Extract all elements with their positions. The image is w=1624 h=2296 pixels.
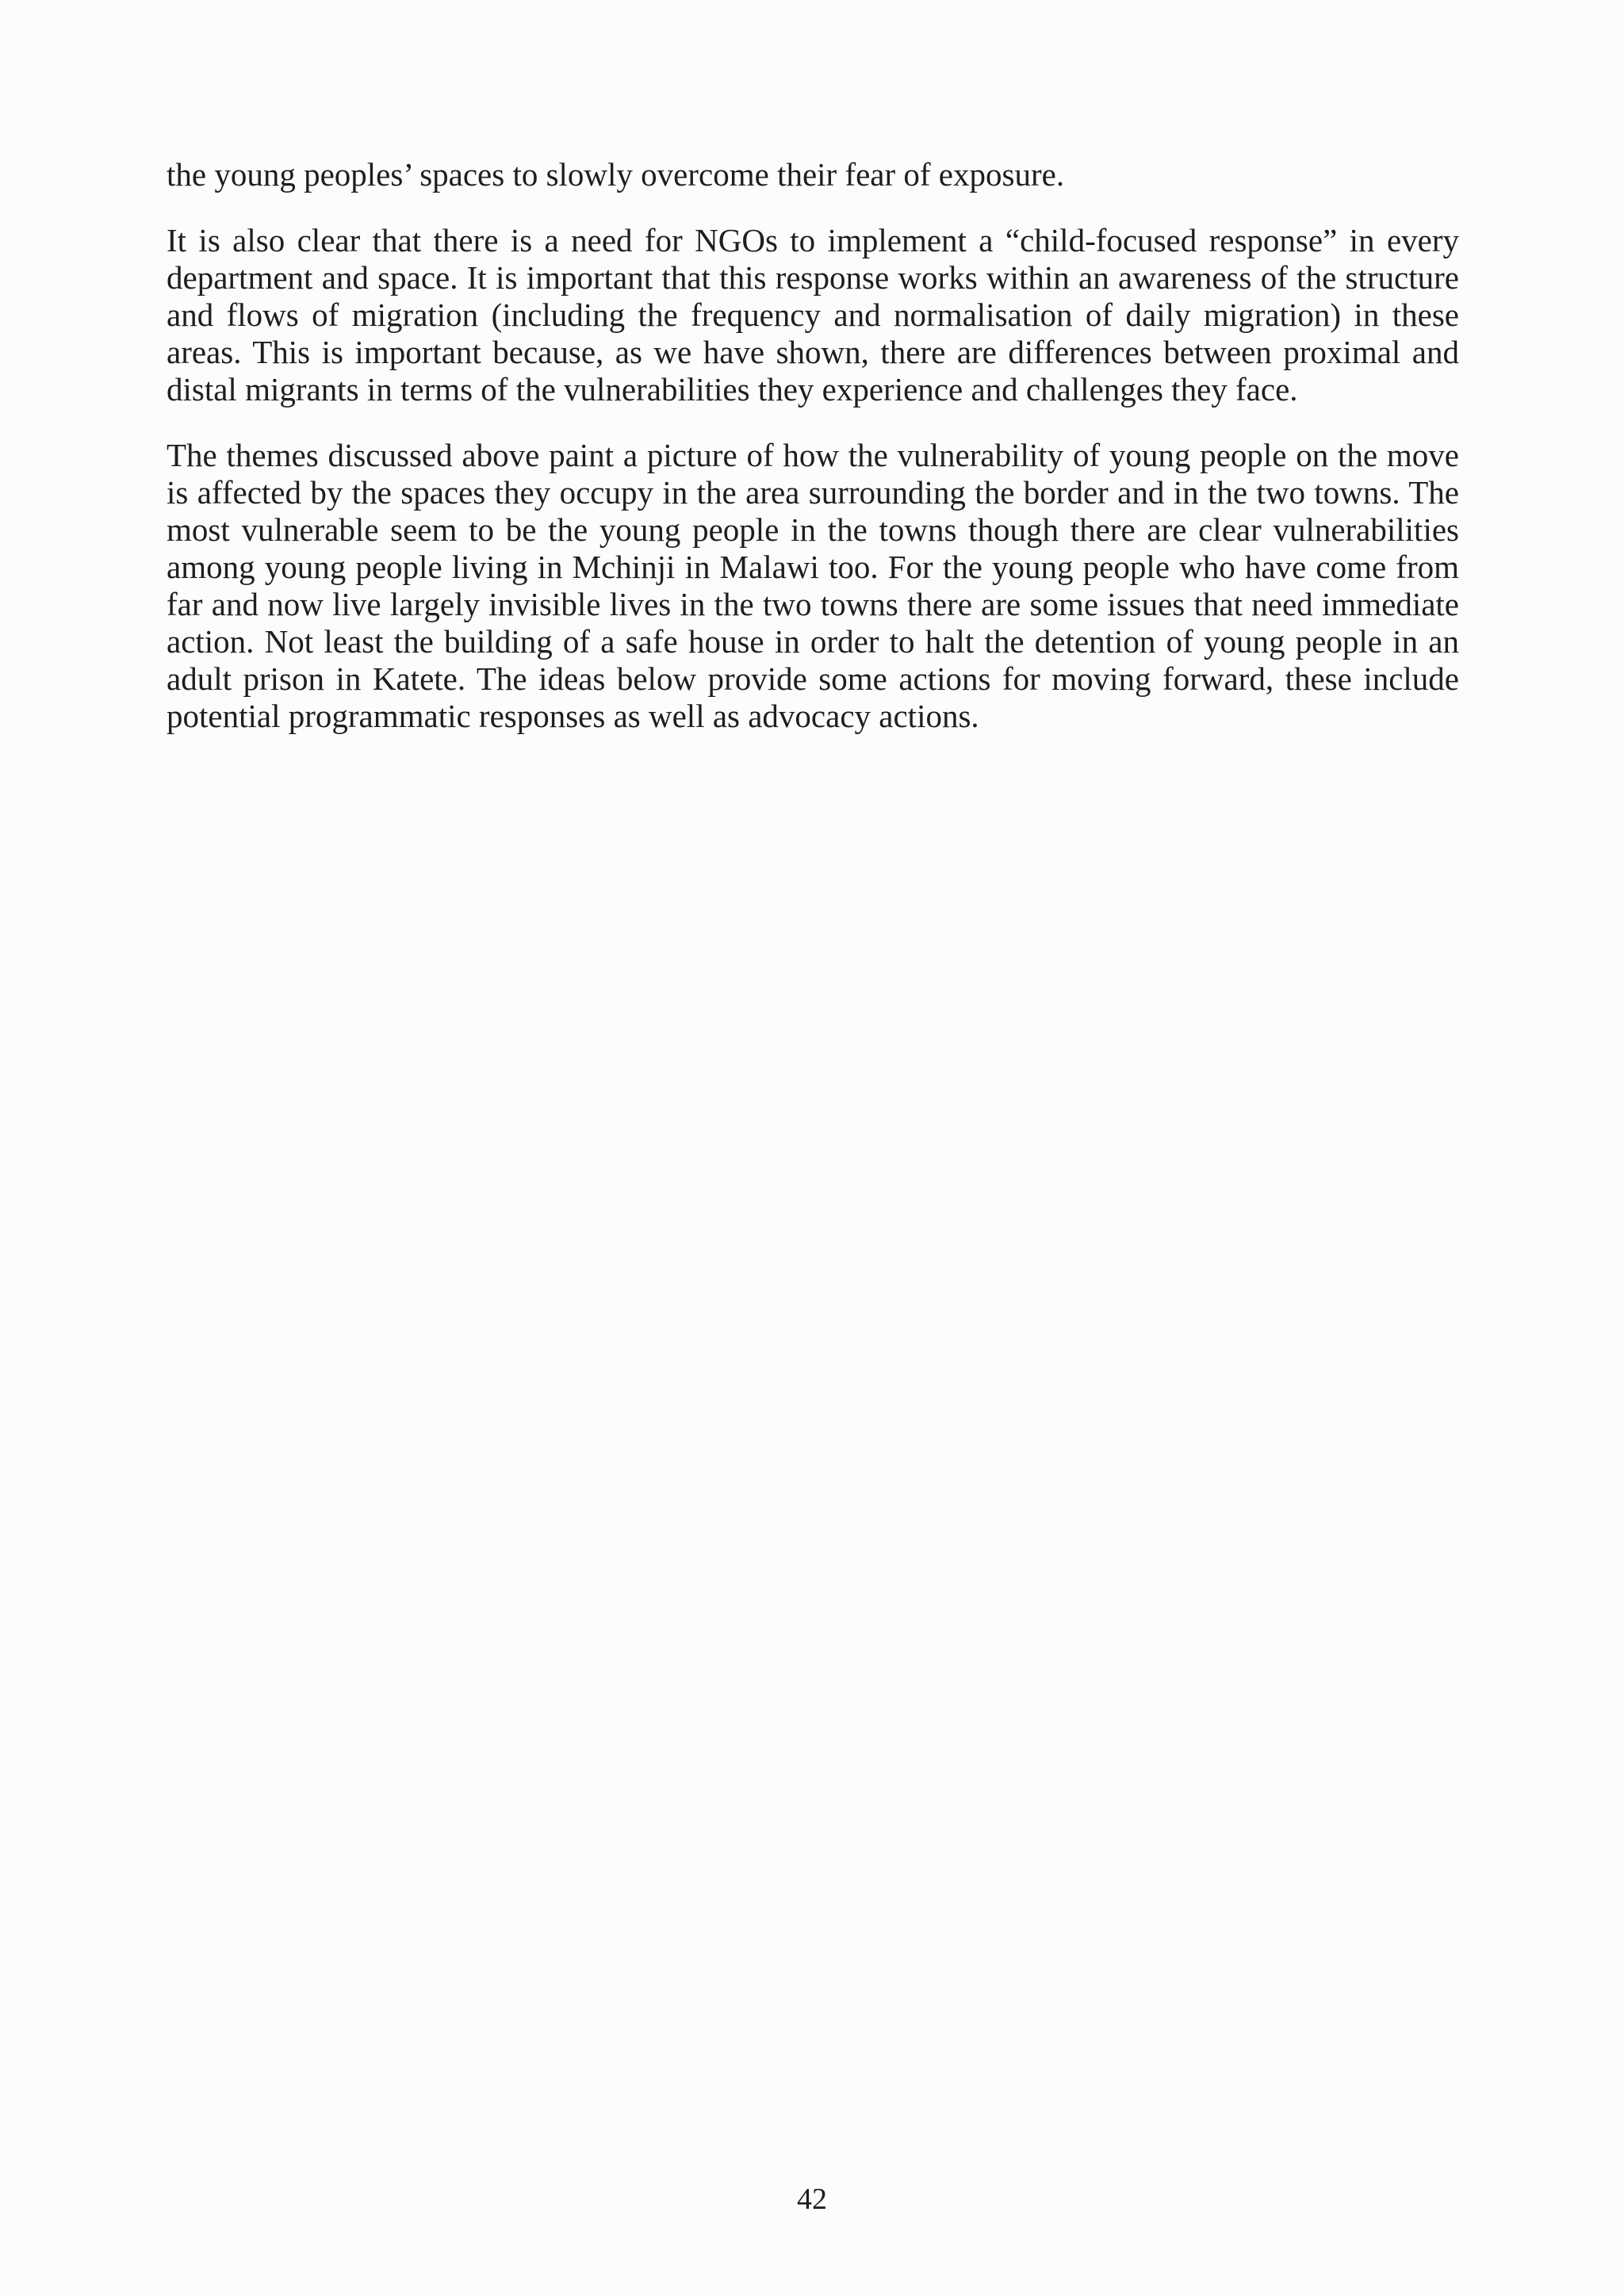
paragraph-child-focused-response: It is also clear that there is a need for NGOs to implement a “child-focused response” in every department and space. It is important that this response works within an awareness of the structure and flows of migration (including the frequency and normalisation of daily migration) in these areas. This is important because, as we have shown, there are differences between proximal and distal migrants in terms of the vulnerabilities they experience and challenges they face. <box>167 222 1459 408</box>
paragraph-themes-discussed: The themes discussed above paint a picture of how the vulnerability of young people on the move is affected by the spaces they occupy in the area surrounding the border and in the two towns. The most vulnerable seem to be the young people in the towns though there are clear vulnerabilities among young people living in Mchinji in Malawi too. For the young people who have come from far and now live largely invisible lives in the two towns there are some issues that need immediate action. Not least the building of a safe house in order to halt the detention of young people in an adult prison in Katete. The ideas below provide some actions for moving forward, these include potential programmatic responses as well as advocacy actions. <box>167 437 1459 734</box>
body-text <box>167 156 1459 763</box>
page-number: 42 <box>797 2183 827 2216</box>
paragraph-continuation: the young peoples’ spaces to slowly overcome their fear of exposure. <box>167 156 1065 193</box>
